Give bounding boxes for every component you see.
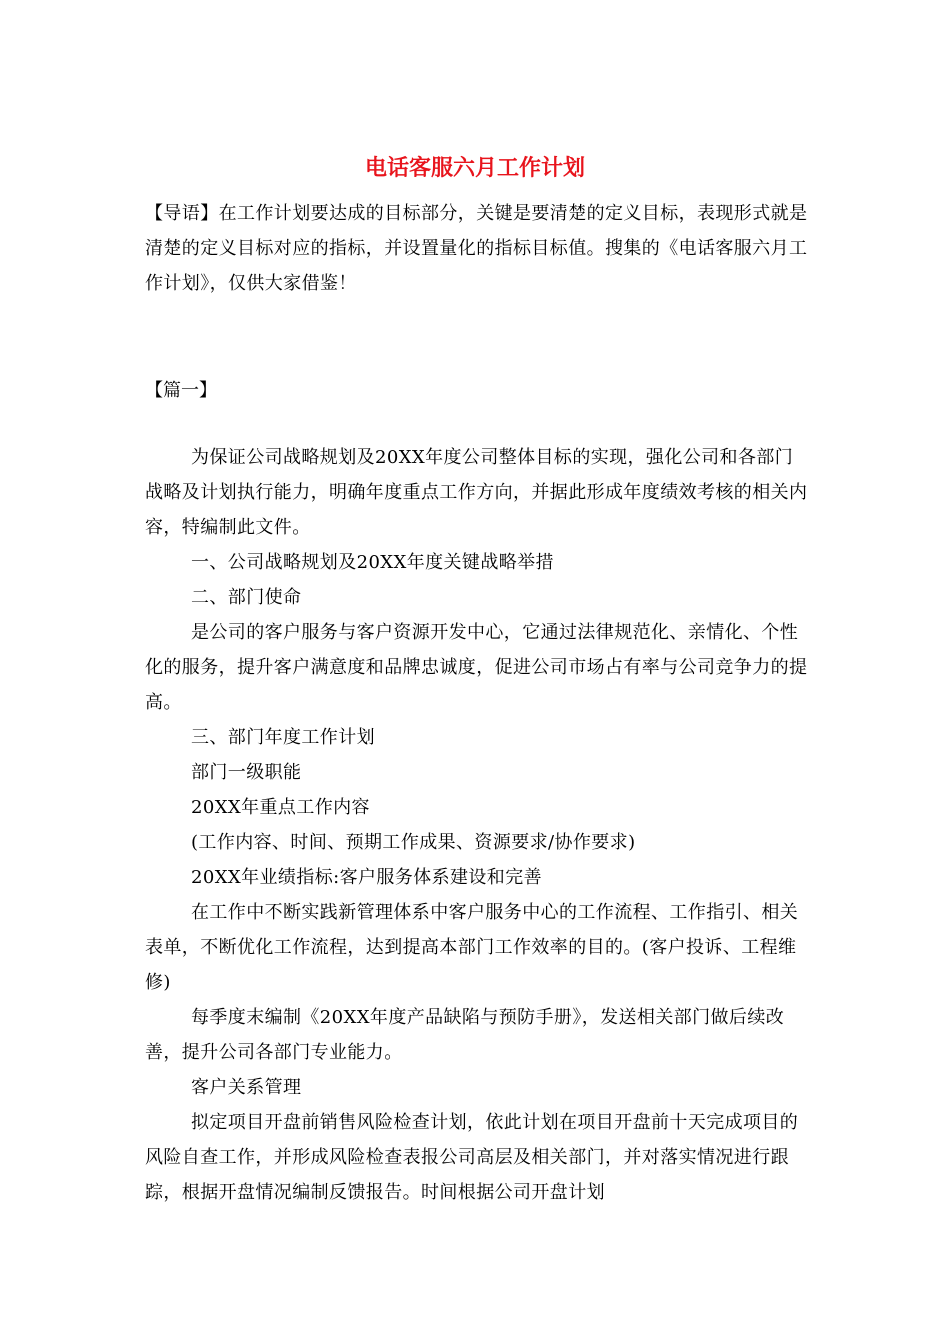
heading-mission: 二、部门使命: [191, 587, 302, 608]
heading-performance-indicator: 20XX年业绩指标:客户服务体系建设和完善: [191, 867, 542, 888]
paragraph-risk-check: 拟定项目开盘前销售风险检查计划，依此计划在项目开盘前十天完成项目的风险自查工作，并形成风险检查表报公司高层及相关部门，并对落实情况进行跟踪，根据开盘情况编制反馈报告。时间根据公司开盘计划: [145, 1112, 799, 1203]
section-heading: 【篇一】: [145, 380, 217, 401]
paragraph-manual: 每季度末编制《20XX年度产品缺陷与预防手册》，发送相关部门做后续改善，提升公司各部门专业能力。: [145, 1007, 785, 1063]
heading-annual-plan: 三、部门年度工作计划: [191, 727, 375, 748]
heading-primary-function: 部门一级职能: [191, 762, 302, 783]
heading-strategy: 一、公司战略规划及20XX年度关键战略举措: [191, 552, 554, 573]
intro-paragraph: 【导语】在工作计划要达成的目标部分，关键是要清楚的定义目标，表现形式就是清楚的定义目标对应的指标，并设置量化的指标目标值。搜集的《电话客服六月工作计划》，仅供大家借鉴！: [145, 203, 808, 294]
paragraph-process: 在工作中不断实践新管理体系中客户服务中心的工作流程、工作指引、相关表单，不断优化工作流程，达到提高本部门工作效率的目的。(客户投诉、工程维修): [145, 902, 799, 993]
document-title: 电话客服六月工作计划: [364, 155, 585, 181]
paragraph-mission: 是公司的客户服务与客户资源开发中心，它通过法律规范化、亲情化、个性化的服务，提升客户满意度和品牌忠诚度，促进公司市场占有率与公司竞争力的提高。: [145, 622, 808, 713]
document-body: [145, 440, 810, 1210]
paragraph-purpose: 为保证公司战略规划及20XX年度公司整体目标的实现，强化公司和各部门战略及计划执行能力，明确年度重点工作方向，并据此形成年度绩效考核的相关内容，特编制此文件。: [145, 447, 808, 538]
heading-customer-relations: 客户关系管理: [191, 1077, 302, 1098]
heading-key-work: 20XX年重点工作内容: [191, 797, 370, 818]
note-work-content: (工作内容、时间、预期工作成果、资源要求/协作要求): [191, 832, 636, 853]
